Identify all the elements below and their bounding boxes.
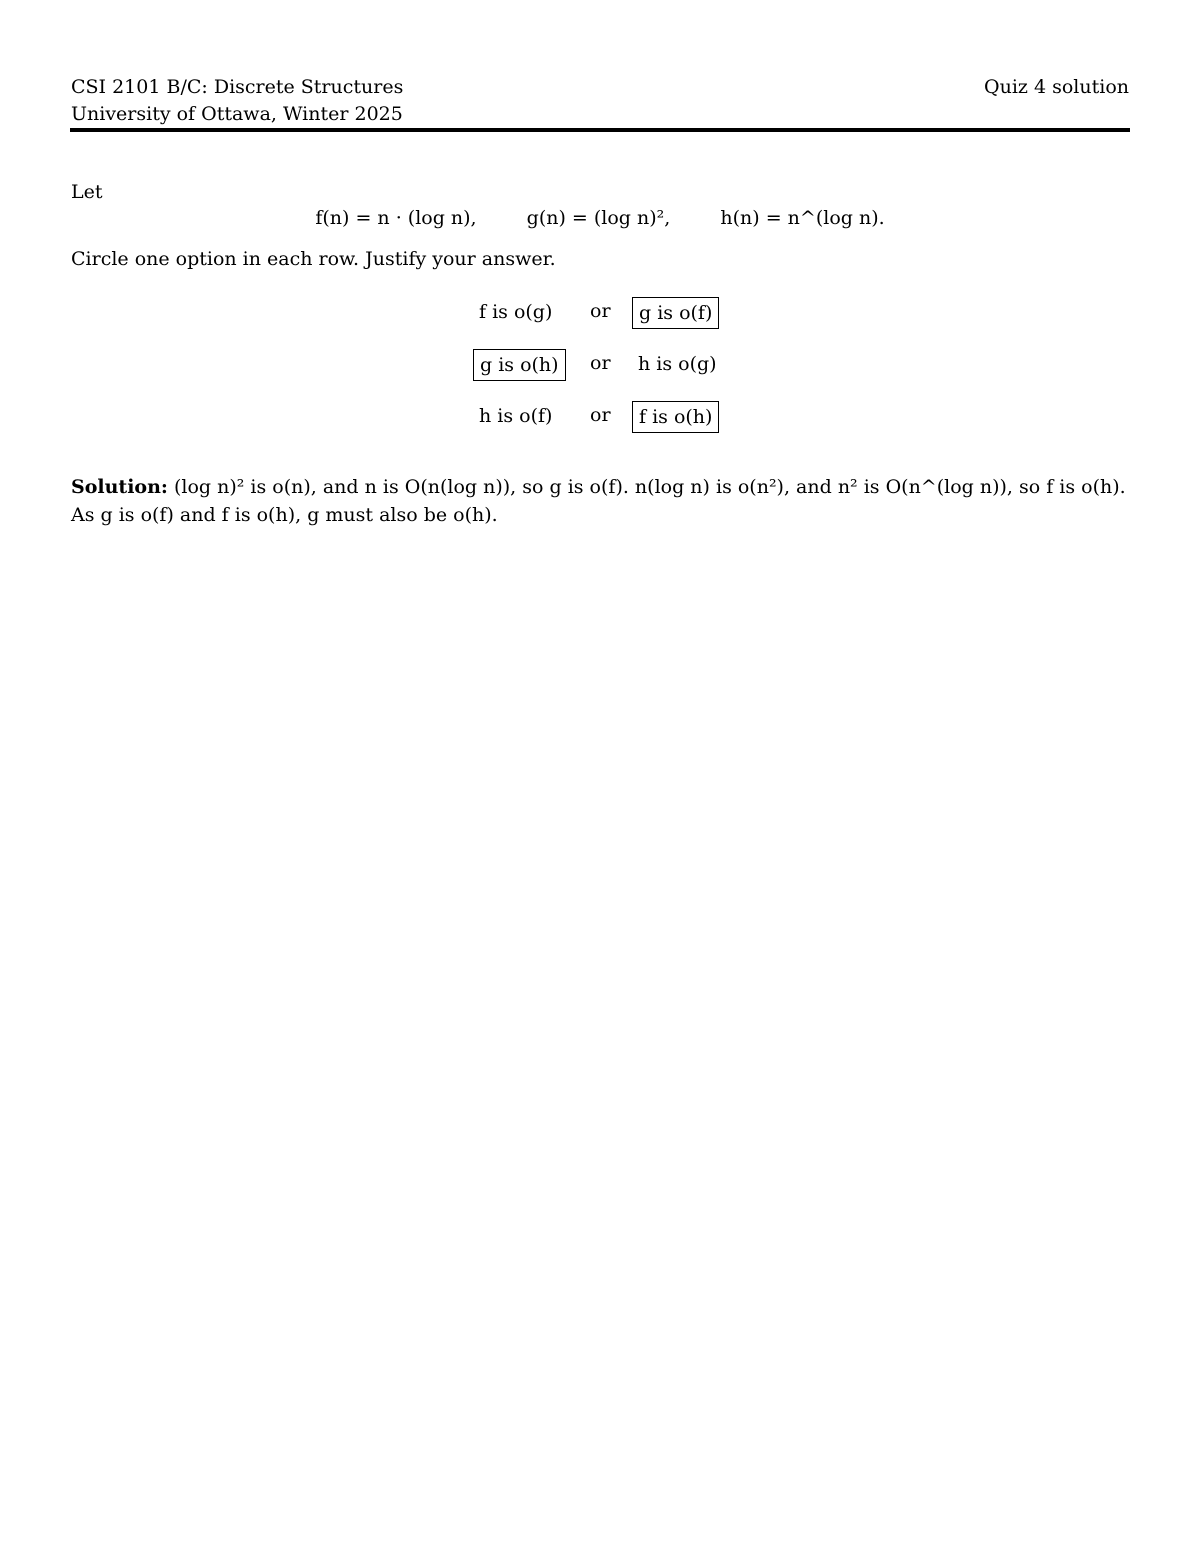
definition-f: f(n) = n · (log n), [315, 207, 477, 229]
or-label: or [590, 404, 611, 426]
university-term: University of Ottawa, Winter 2025 [71, 103, 403, 125]
solution-block [71, 473, 1131, 529]
quiz-title: Quiz 4 solution [984, 76, 1129, 98]
instruction-text: Circle one option in each row. Justify your answer. [71, 248, 556, 270]
definition-g: g(n) = (log n)², [526, 207, 671, 229]
choice-row [468, 295, 738, 347]
choice-option-right-selected[interactable]: g is o(f) [632, 297, 719, 329]
choice-option-left-selected[interactable]: g is o(h) [473, 349, 566, 381]
choice-row [468, 399, 738, 451]
choice-row [468, 347, 738, 399]
course-header [71, 74, 403, 128]
choice-option-right[interactable]: h is o(g) [638, 353, 717, 375]
choice-option-left[interactable]: h is o(f) [479, 405, 553, 427]
definition-h: h(n) = n^(log n). [720, 207, 885, 229]
course-title: CSI 2101 B/C: Discrete Structures [71, 76, 404, 98]
choice-option-left[interactable]: f is o(g) [479, 301, 553, 323]
solution-line-1 [71, 473, 1131, 501]
header-rule [70, 128, 1130, 132]
choice-option-right-selected[interactable]: f is o(h) [632, 401, 719, 433]
or-label: or [590, 352, 611, 374]
function-definitions [0, 207, 1200, 229]
or-label: or [590, 300, 611, 322]
solution-line-2: As g is o(f) and f is o(h), g must also be o(h). [71, 504, 498, 526]
intro-text: Let [71, 181, 103, 203]
solution-text-1: (log n)² is o(n), and n is O(n(log n)), so g is o(f). n(log n) is o(n²), and n² is O(n^(log n)), so f is o(h). [173, 476, 1126, 498]
choice-table [468, 295, 738, 451]
solution-label: Solution: [71, 476, 168, 498]
